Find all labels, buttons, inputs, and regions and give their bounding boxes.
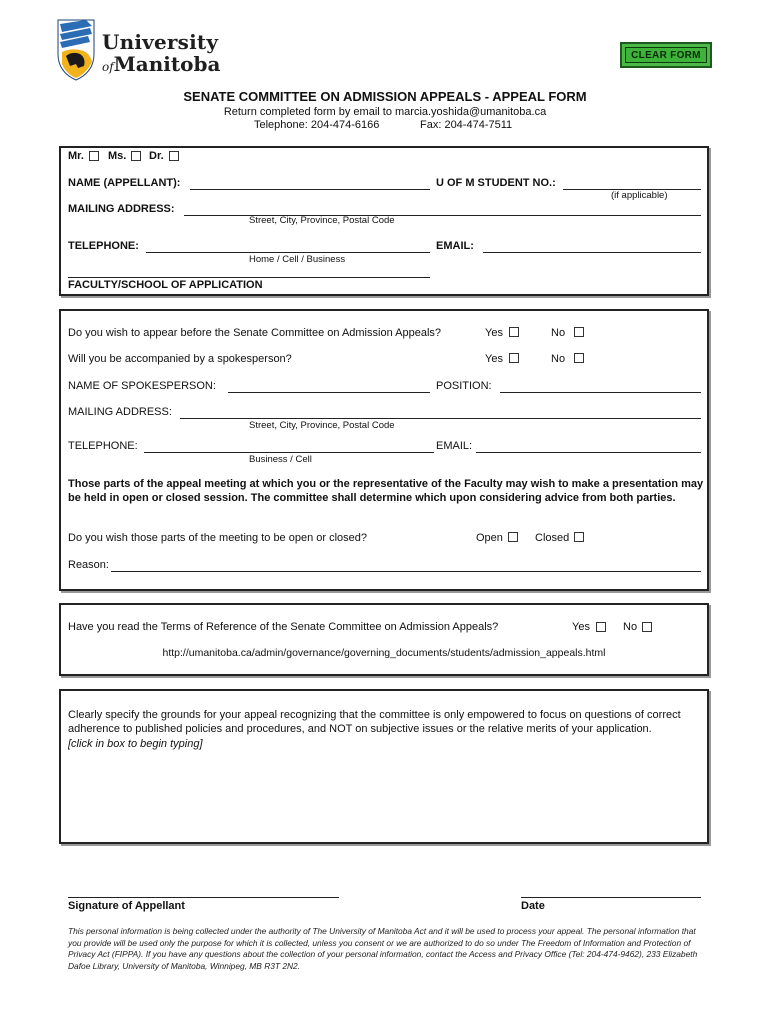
name-label: NAME (APPELLANT):	[68, 177, 181, 189]
logo-of: of	[102, 60, 114, 74]
hearing-section	[59, 309, 709, 591]
telephone-label: TELEPHONE:	[68, 240, 139, 252]
clear-form-label: CLEAR FORM	[625, 47, 707, 63]
student-no-label: U OF M STUDENT NO.:	[436, 177, 556, 189]
spokesperson-telephone-label: TELEPHONE:	[68, 440, 138, 452]
title-ms-checkbox[interactable]	[131, 151, 141, 161]
spokesperson-position-label: POSITION:	[436, 380, 492, 392]
closed-checkbox[interactable]	[574, 532, 584, 542]
title-dr-label: Dr.	[149, 150, 164, 162]
clear-form-button[interactable]	[620, 42, 712, 68]
terms-yes-checkbox[interactable]	[596, 622, 606, 632]
appear-yes-label: Yes	[485, 327, 503, 339]
spokesperson-telephone-field[interactable]	[144, 452, 434, 453]
spokesperson-position-field[interactable]	[500, 392, 701, 393]
university-logo	[56, 18, 221, 82]
logo-manitoba: Manitoba	[113, 52, 221, 76]
grounds-instructions: Clearly specify the grounds for your appeal recognizing that the committee is only empowered to focus on questions of correct adherence to published policies and procedures, and NOT on subjective issues or the relative merits of your application.	[68, 709, 681, 735]
return-instructions: Return completed form by email to marcia.yoshida@umanitoba.ca	[223, 106, 547, 118]
faculty-label: FACULTY/SCHOOL OF APPLICATION	[68, 279, 263, 291]
fax-number: Fax: 204-474-7511	[420, 119, 513, 131]
terms-question: Have you read the Terms of Reference of the Senate Committee on Admission Appeals?	[68, 621, 499, 633]
email-label: EMAIL:	[436, 240, 474, 252]
appear-yes-checkbox[interactable]	[509, 327, 519, 337]
privacy-notice: This personal information is being collected under the authority of The University of Manitoba Act and it will be used to process your appeal. The personal information that you provide will be used only the purpose for which it is collected, unless you consent or we are authorized to do so under The Freedom of Information and Protection of Privacy Act (FIPPA). If you have any questions about the collection of your personal information, contact the Access and Privacy Office (Tel: 204-474-9462), 233 Elizabeth Dafoe Library, University of Manitoba, Winnipeg, MB R3T 2N2.	[68, 926, 698, 971]
spokesperson-email-field[interactable]	[476, 452, 701, 453]
open-checkbox[interactable]	[508, 532, 518, 542]
spokesperson-name-field[interactable]	[228, 392, 430, 393]
spokesperson-mailing-label: MAILING ADDRESS:	[68, 406, 172, 418]
signature-label: Signature of Appellant	[68, 900, 185, 912]
mailing-address-hint: Street, City, Province, Postal Code	[249, 215, 395, 226]
title-ms-label: Ms.	[108, 150, 127, 162]
spokesperson-yes-label: Yes	[485, 353, 503, 365]
spokesperson-email-label: EMAIL:	[436, 440, 473, 452]
title-dr-checkbox[interactable]	[169, 151, 179, 161]
spokesperson-no-checkbox[interactable]	[574, 353, 584, 363]
terms-yes-label: Yes	[572, 621, 590, 633]
spokesperson-no-label: No	[551, 353, 566, 365]
spokesperson-telephone-hint: Business / Cell	[249, 454, 312, 465]
logo-line-university: University	[102, 30, 219, 54]
if-applicable-note: (if applicable)	[611, 190, 668, 201]
signature-field[interactable]	[68, 897, 339, 898]
closed-label: Closed	[535, 532, 570, 544]
spokesperson-mailing-field[interactable]	[180, 418, 701, 419]
open-closed-question: Do you wish those parts of the meeting to be open or closed?	[68, 532, 368, 544]
logo-line-manitoba	[102, 52, 220, 76]
title-mr-label: Mr.	[68, 150, 84, 162]
mailing-address-label: MAILING ADDRESS:	[68, 203, 175, 215]
spokesperson-question: Will you be accompanied by a spokesperson?	[68, 353, 292, 365]
spokesperson-mailing-hint: Street, City, Province, Postal Code	[249, 420, 395, 431]
telephone-hint: Home / Cell / Business	[249, 254, 346, 265]
phone-number: Telephone: 204-474-6166	[254, 119, 380, 131]
grounds-click-hint: [click in box to begin typing]	[68, 738, 203, 750]
reason-field[interactable]	[111, 571, 701, 572]
appear-no-checkbox[interactable]	[574, 327, 584, 337]
open-label: Open	[476, 532, 503, 544]
terms-section	[59, 603, 709, 676]
name-field[interactable]	[190, 189, 430, 190]
form-title: SENATE COMMITTEE ON ADMISSION APPEALS - APPEAL FORM	[183, 89, 587, 104]
reason-label: Reason:	[68, 559, 109, 571]
spokesperson-name-label: NAME OF SPOKESPERSON:	[68, 380, 216, 392]
presentation-note: Those parts of the appeal meeting at which you or the representative of the Faculty may wish to make a presentation may be held in open or closed session. The committee shall determine which upon considering advice from both parties.	[68, 478, 704, 504]
terms-no-label: No	[623, 621, 638, 633]
faculty-field[interactable]	[68, 277, 430, 278]
telephone-field[interactable]	[146, 252, 430, 253]
grounds-textarea[interactable]	[62, 752, 706, 840]
title-mr-checkbox[interactable]	[89, 151, 99, 161]
spokesperson-yes-checkbox[interactable]	[509, 353, 519, 363]
terms-no-checkbox[interactable]	[642, 622, 652, 632]
bison-shield-icon	[56, 18, 96, 82]
appear-question: Do you wish to appear before the Senate Committee on Admission Appeals?	[68, 327, 442, 339]
terms-link[interactable]: http://umanitoba.ca/admin/governance/governing_documents/students/admission_appeals.html	[162, 647, 606, 659]
date-label: Date	[521, 900, 545, 912]
appear-no-label: No	[551, 327, 566, 339]
email-field[interactable]	[483, 252, 701, 253]
date-field[interactable]	[521, 897, 701, 898]
